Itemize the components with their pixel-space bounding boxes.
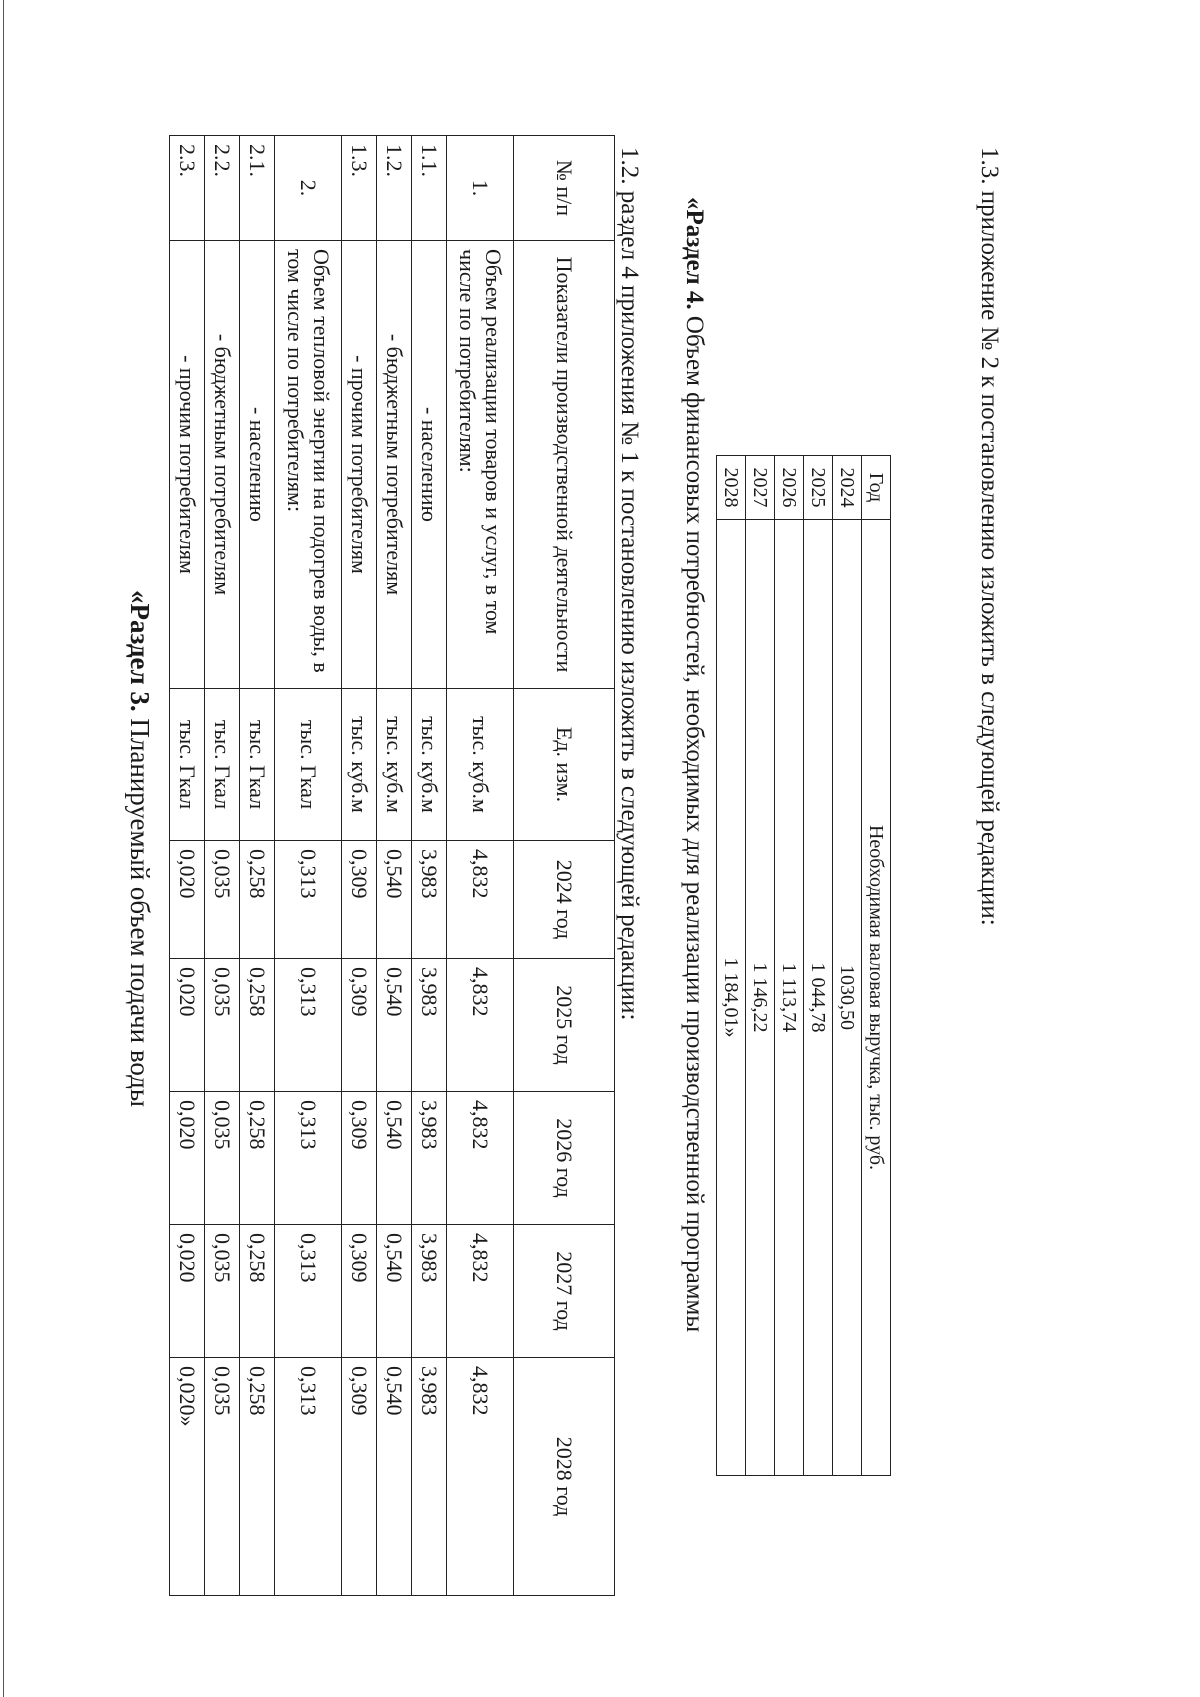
row-number: 1.3. xyxy=(342,136,377,241)
section-3-title xyxy=(124,0,155,1697)
row-value: 3,983 xyxy=(412,1225,447,1358)
table-row xyxy=(746,456,775,1476)
row-value: 0,309 xyxy=(342,1092,377,1225)
row-value: 3,983 xyxy=(412,1092,447,1225)
header-cell: Показатели производственной деятельности xyxy=(514,241,615,689)
row-unit: тыс. куб.м xyxy=(412,689,447,841)
row-unit: тыс. куб.м xyxy=(342,689,377,841)
row-value: 0,258 xyxy=(240,959,275,1092)
revenue-year: 2028 xyxy=(717,456,746,520)
row-value: 0,035 xyxy=(205,1092,240,1225)
row-value: 0,540 xyxy=(377,959,412,1092)
row-value: 4,832 xyxy=(447,1092,514,1225)
header-cell: 2025 год xyxy=(514,959,615,1092)
row-value: 0,313 xyxy=(275,1225,342,1358)
row-value: 0,020 xyxy=(170,959,205,1092)
table-row xyxy=(412,136,447,1596)
revenue-value: 1 146,22 xyxy=(746,520,775,1476)
row-value: 3,983 xyxy=(412,1358,447,1596)
row-indicator: - населению xyxy=(240,241,275,689)
section-4-title xyxy=(680,197,708,1332)
table-row xyxy=(447,136,514,1596)
row-value: 0,020 xyxy=(170,841,205,959)
row-value: 0,258 xyxy=(240,1225,275,1358)
table-row xyxy=(342,136,377,1596)
header-cell: 2024 год xyxy=(514,841,615,959)
row-unit: тыс. Гкал xyxy=(275,689,342,841)
section-3-title-text: Планируемый объем подачи воды xyxy=(125,711,155,1108)
row-number: 2.1. xyxy=(240,136,275,241)
row-value: 0,540 xyxy=(377,841,412,959)
row-value: 0,035 xyxy=(205,1358,240,1596)
row-value: 0,540 xyxy=(377,1225,412,1358)
row-value: 0,309 xyxy=(342,959,377,1092)
row-number: 2.3. xyxy=(170,136,205,241)
table-row xyxy=(275,136,342,1596)
row-value: 0,540 xyxy=(377,1092,412,1225)
header-cell: 2026 год xyxy=(514,1092,615,1225)
revenue-value: 1 113,74 xyxy=(775,520,804,1476)
row-value: 0,309 xyxy=(342,1358,377,1596)
row-value: 0,035 xyxy=(205,841,240,959)
row-value: 0,313 xyxy=(275,1358,342,1596)
header-cell: Ед. изм. xyxy=(514,689,615,841)
row-number: 1.1. xyxy=(412,136,447,241)
revenue-year: 2026 xyxy=(775,456,804,520)
header-cell: 2027 год xyxy=(514,1225,615,1358)
row-unit: тыс. куб.м xyxy=(377,689,412,841)
table-row xyxy=(377,136,412,1596)
table-row xyxy=(240,136,275,1596)
row-number: 2.2. xyxy=(205,136,240,241)
row-value: 0,309 xyxy=(342,841,377,959)
row-value: 0,313 xyxy=(275,841,342,959)
revenue-year: 2024 xyxy=(833,456,862,520)
header-cell: Год xyxy=(862,456,891,520)
row-value: 0,020» xyxy=(170,1358,205,1596)
row-value: 4,832 xyxy=(447,1358,514,1596)
row-indicator: Объем тепловой энергии на подогрев воды, в том числе по потребителям: xyxy=(275,241,342,689)
table-row xyxy=(170,136,205,1596)
revenue-header-row xyxy=(862,456,891,1476)
table-row xyxy=(717,456,746,1476)
row-value: 0,258 xyxy=(240,841,275,959)
table-row xyxy=(775,456,804,1476)
row-value: 0,035 xyxy=(205,1225,240,1358)
row-value: 4,832 xyxy=(447,1225,514,1358)
row-number: 1. xyxy=(447,136,514,241)
section-3-title-bold: «Раздел 3. xyxy=(125,589,155,712)
revenue-value: 1 184,01» xyxy=(717,520,746,1476)
row-value: 4,832 xyxy=(447,959,514,1092)
water-supply-table xyxy=(169,135,615,1596)
row-value: 3,983 xyxy=(412,959,447,1092)
revenue-value: 1030,50 xyxy=(833,520,862,1476)
paragraph-1-2: 1.2. раздел 4 приложения № 1 к постановлению изложить в следующей редакции: xyxy=(616,147,643,1021)
row-indicator: - прочим потребителям xyxy=(342,241,377,689)
row-value: 0,020 xyxy=(170,1225,205,1358)
table-row xyxy=(833,456,862,1476)
row-unit: тыс. Гкал xyxy=(205,689,240,841)
row-unit: тыс. Гкал xyxy=(170,689,205,841)
paragraph-1-3: 1.3. приложение № 2 к постановлению изложить в следующей редакции: xyxy=(976,147,1003,926)
row-value: 0,313 xyxy=(275,959,342,1092)
revenue-year: 2027 xyxy=(746,456,775,520)
row-value: 0,258 xyxy=(240,1092,275,1225)
row-unit: тыс. Гкал xyxy=(240,689,275,841)
row-indicator: - бюджетным потребителям xyxy=(205,241,240,689)
header-cell: 2028 год xyxy=(514,1358,615,1596)
row-value: 0,035 xyxy=(205,959,240,1092)
table-row xyxy=(804,456,833,1476)
revenue-table xyxy=(716,455,891,1476)
row-value: 0,309 xyxy=(342,1225,377,1358)
section-4-title-bold: «Раздел 4. xyxy=(681,197,708,310)
row-value: 4,832 xyxy=(447,841,514,959)
row-value: 3,983 xyxy=(412,841,447,959)
table-row xyxy=(205,136,240,1596)
row-value: 0,540 xyxy=(377,1358,412,1596)
row-indicator: - прочим потребителям xyxy=(170,241,205,689)
row-unit: тыс. куб.м xyxy=(447,689,514,841)
row-value: 0,258 xyxy=(240,1358,275,1596)
row-number: 2. xyxy=(275,136,342,241)
table-header-row xyxy=(514,136,615,1596)
revenue-year: 2025 xyxy=(804,456,833,520)
row-value: 0,313 xyxy=(275,1092,342,1225)
section-4-title-text: Объем финансовых потребностей, необходимых для реализации производственной программы xyxy=(681,309,708,1333)
row-indicator: Объем реализации товаров и услуг, в том числе по потребителям: xyxy=(447,241,514,689)
header-cell: № п/п xyxy=(514,136,615,241)
header-cell: Необходимая валовая выручка, тыс. руб. xyxy=(862,520,891,1476)
row-indicator: - населению xyxy=(412,241,447,689)
revenue-value: 1 044,78 xyxy=(804,520,833,1476)
row-number: 1.2. xyxy=(377,136,412,241)
row-value: 0,020 xyxy=(170,1092,205,1225)
row-indicator: - бюджетным потребителям xyxy=(377,241,412,689)
